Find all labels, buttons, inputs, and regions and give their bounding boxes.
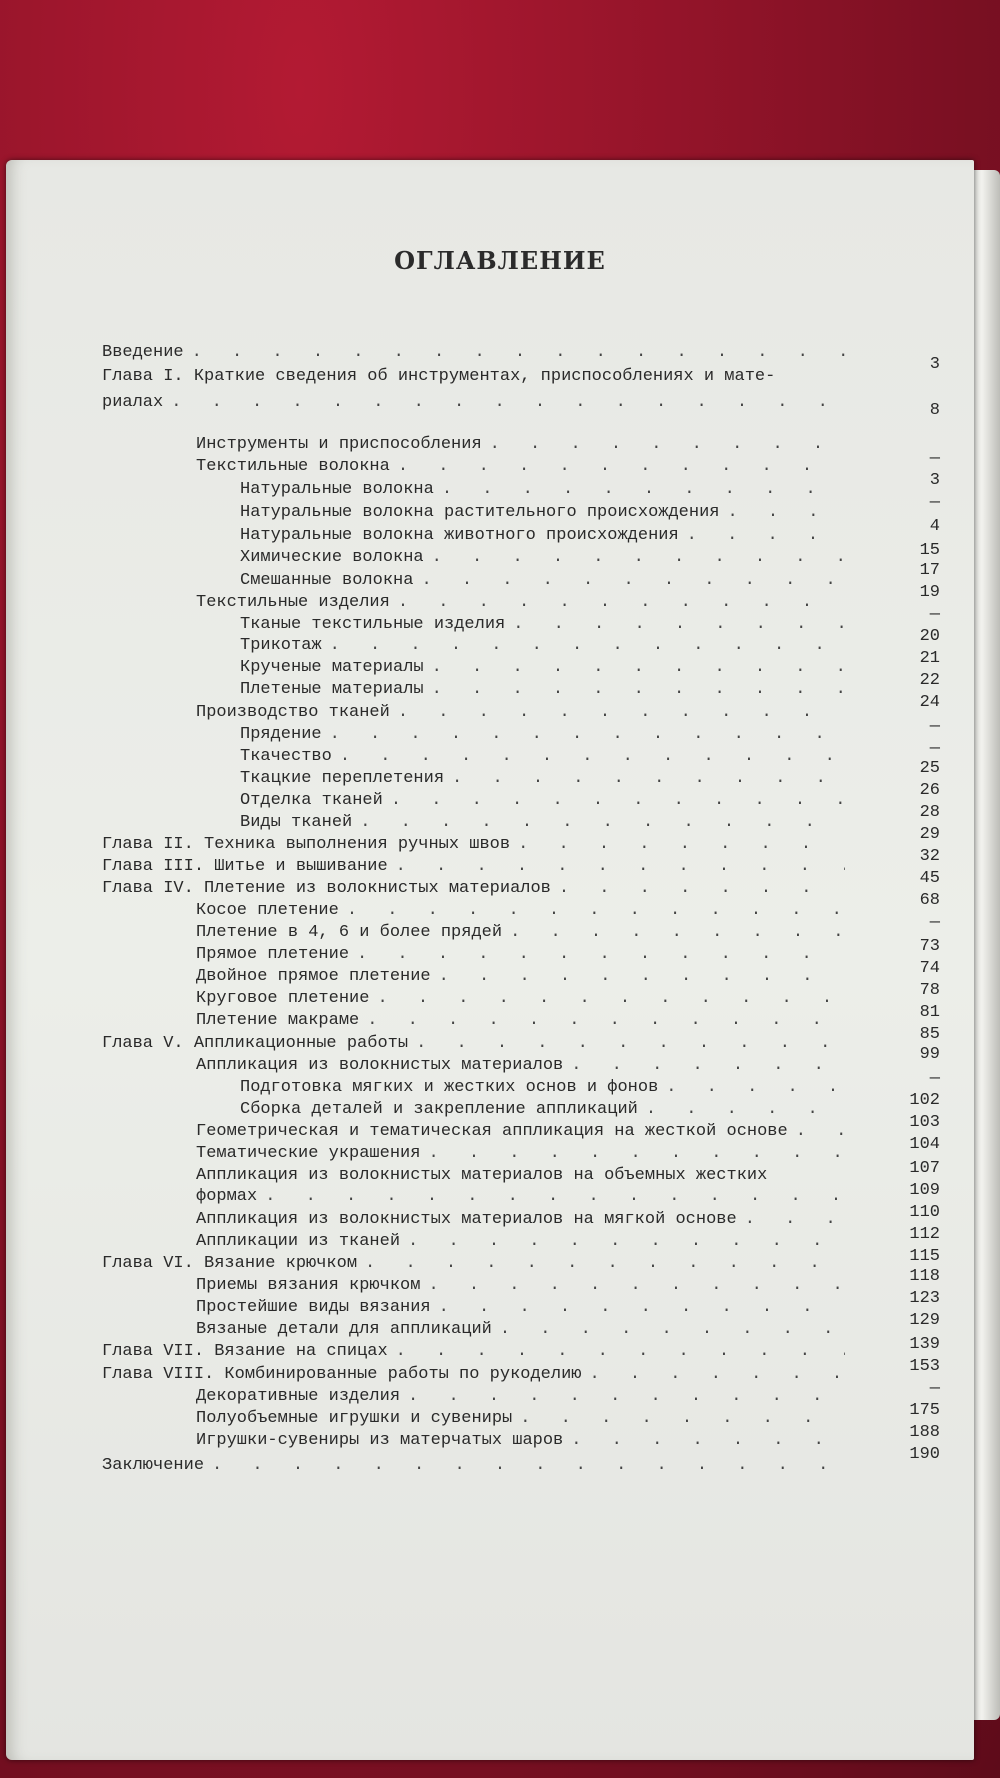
toc-page-number: — bbox=[929, 739, 940, 758]
toc-entry bbox=[196, 1319, 845, 1341]
toc-page-number: 112 bbox=[909, 1225, 940, 1244]
toc-entry-label: Химические волокна bbox=[240, 548, 424, 567]
toc-page-number: 24 bbox=[919, 693, 940, 712]
toc-entry bbox=[196, 944, 845, 966]
toc-entry bbox=[102, 878, 845, 900]
toc-entry-label: Глава V. Аппликационные работы bbox=[102, 1034, 409, 1053]
toc-page-number: 45 bbox=[919, 869, 940, 888]
dot-leader bbox=[347, 900, 845, 922]
dot-leader bbox=[428, 1275, 845, 1297]
toc-page-number: 3 bbox=[929, 355, 940, 374]
toc-entry bbox=[240, 679, 845, 701]
toc-page-number: 74 bbox=[919, 959, 940, 978]
toc-page-number: 109 bbox=[909, 1181, 940, 1200]
toc-page-number: 15 bbox=[919, 541, 940, 560]
toc-entry-label: Плетеные материалы bbox=[240, 680, 424, 699]
toc-page-number: 85 bbox=[919, 1025, 940, 1044]
toc-entry-label: Глава VIII. Комбинированные работы по рукоделию bbox=[102, 1365, 582, 1384]
dot-leader bbox=[745, 1209, 845, 1231]
toc-entry-label: Глава VII. Вязание на спицах bbox=[102, 1342, 388, 1361]
dot-leader bbox=[559, 878, 845, 900]
dot-leader bbox=[428, 1143, 845, 1165]
toc-entry-label: Тканые текстильные изделия bbox=[240, 615, 506, 634]
dot-leader bbox=[432, 657, 845, 679]
dot-leader bbox=[396, 1341, 845, 1363]
dot-leader bbox=[490, 434, 845, 456]
dot-leader bbox=[510, 922, 845, 944]
toc-entry bbox=[196, 1055, 845, 1077]
toc-entry bbox=[240, 790, 845, 812]
dot-leader bbox=[171, 392, 845, 414]
toc-entry bbox=[102, 392, 845, 414]
toc-entry-label: Введение bbox=[102, 343, 184, 362]
dot-leader bbox=[330, 635, 845, 657]
dot-leader bbox=[727, 502, 845, 524]
toc-entry-label: Виды тканей bbox=[240, 813, 353, 832]
toc-page-number: 102 bbox=[909, 1091, 940, 1110]
toc-page-number: 21 bbox=[919, 649, 940, 668]
toc-entry bbox=[196, 1430, 845, 1452]
toc-entry bbox=[240, 479, 845, 501]
toc-page-number: 4 bbox=[929, 517, 940, 536]
toc-entry-label: Производство тканей bbox=[196, 703, 390, 722]
toc-entry bbox=[196, 1010, 845, 1032]
toc-entry bbox=[196, 966, 845, 988]
toc-entry bbox=[240, 614, 845, 636]
toc-page-number: — bbox=[929, 449, 940, 468]
toc-page-number: — bbox=[929, 605, 940, 624]
toc-page-number: 25 bbox=[919, 759, 940, 778]
toc-entry-label: Натуральные волокна bbox=[240, 480, 434, 499]
toc-entry bbox=[102, 856, 845, 878]
toc-page-number: 99 bbox=[919, 1045, 940, 1064]
toc-page-number: — bbox=[929, 1379, 940, 1398]
toc-page-number: 20 bbox=[919, 627, 940, 646]
dot-leader bbox=[646, 1099, 845, 1121]
toc-page-number: 78 bbox=[919, 981, 940, 1000]
toc-entry bbox=[102, 1253, 845, 1275]
dot-leader bbox=[398, 456, 845, 478]
toc-entry bbox=[240, 768, 845, 790]
dot-leader bbox=[687, 525, 845, 547]
toc-page-number: — bbox=[929, 1069, 940, 1088]
dot-leader bbox=[421, 570, 845, 592]
toc-page-number: 107 bbox=[909, 1159, 940, 1178]
toc-entry-label: Инструменты и приспособления bbox=[196, 435, 482, 454]
dot-leader bbox=[367, 1010, 845, 1032]
toc-entry bbox=[196, 1209, 845, 1231]
page-title: ОГЛАВЛЕНИЕ bbox=[394, 246, 606, 275]
toc-entry bbox=[102, 1455, 845, 1477]
toc-entry-label: формах bbox=[196, 1187, 258, 1206]
dot-leader bbox=[360, 812, 845, 834]
toc-page-number: 103 bbox=[909, 1113, 940, 1132]
dot-leader bbox=[500, 1319, 845, 1341]
toc-entry bbox=[196, 1186, 845, 1208]
toc-entry-label: Приемы вязания крючком bbox=[196, 1276, 421, 1295]
toc-page-number: 104 bbox=[909, 1135, 940, 1154]
toc-entry-label: Игрушки-сувениры из матерчатых шаров bbox=[196, 1431, 564, 1450]
dot-leader bbox=[452, 768, 845, 790]
toc-entry bbox=[196, 988, 845, 1010]
toc-entry-label: Смешанные волокна bbox=[240, 571, 414, 590]
toc-page-number: 123 bbox=[909, 1289, 940, 1308]
toc-entry-label: Глава VI. Вязание крючком bbox=[102, 1254, 358, 1273]
toc-entry bbox=[240, 1099, 845, 1121]
toc-page-number: 26 bbox=[919, 781, 940, 800]
toc-entry bbox=[240, 547, 845, 569]
toc-entry bbox=[196, 1121, 845, 1143]
toc-entry bbox=[102, 1341, 845, 1363]
dot-leader bbox=[391, 790, 845, 812]
toc-entry bbox=[196, 1165, 870, 1187]
toc-entry bbox=[196, 1408, 845, 1430]
dot-leader bbox=[192, 342, 845, 364]
dot-leader bbox=[513, 614, 845, 636]
toc-entry bbox=[240, 657, 845, 679]
toc-page-number: 28 bbox=[919, 803, 940, 822]
toc-entry-label: Аппликация из волокнистых материалов на мягкой основе bbox=[196, 1210, 737, 1229]
dot-leader bbox=[442, 479, 845, 501]
toc-entry-label: Ткачество bbox=[240, 747, 332, 766]
toc-entry-label: Трикотаж bbox=[240, 636, 322, 655]
toc-page-number: 110 bbox=[909, 1203, 940, 1222]
toc-page-number: 17 bbox=[919, 561, 940, 580]
toc-entry bbox=[240, 724, 845, 746]
dot-leader bbox=[377, 988, 845, 1010]
toc-entry-label: Текстильные волокна bbox=[196, 457, 390, 476]
dot-leader bbox=[408, 1231, 845, 1253]
toc-entry-label: Аппликации из тканей bbox=[196, 1232, 401, 1251]
toc-entry-label: Глава II. Техника выполнения ручных швов bbox=[102, 835, 511, 854]
toc-entry bbox=[196, 592, 845, 614]
toc-entry-label: Крученые материалы bbox=[240, 658, 424, 677]
toc-entry bbox=[240, 570, 845, 592]
toc-entry bbox=[196, 1143, 845, 1165]
dot-leader bbox=[666, 1077, 845, 1099]
toc-entry bbox=[240, 812, 845, 834]
dot-leader bbox=[520, 1408, 845, 1430]
toc-entry bbox=[196, 1231, 845, 1253]
toc-entry-label: Подготовка мягких и жестких основ и фонов bbox=[240, 1078, 659, 1097]
dot-leader bbox=[439, 966, 845, 988]
toc-page-number: 73 bbox=[919, 937, 940, 956]
toc-page-number: 118 bbox=[909, 1267, 940, 1286]
toc-page-number: — bbox=[929, 493, 940, 512]
toc-entry-label: риалах bbox=[102, 393, 164, 412]
toc-entry-label: Натуральные волокна растительного происхождения bbox=[240, 503, 720, 522]
toc-entry-label: Декоративные изделия bbox=[196, 1387, 401, 1406]
toc-entry-label: Глава III. Шитье и вышивание bbox=[102, 857, 388, 876]
dot-leader bbox=[408, 1386, 845, 1408]
dot-leader bbox=[330, 724, 845, 746]
toc-entry-label: Тематические украшения bbox=[196, 1144, 421, 1163]
toc-entry-label: Глава I. Краткие сведения об инструментах, приспособлениях и мате- bbox=[102, 367, 776, 386]
toc-entry-label: Глава IV. Плетение из волокнистых материалов bbox=[102, 879, 551, 898]
toc-page-number: 19 bbox=[919, 583, 940, 602]
toc-entry-label: Круговое плетение bbox=[196, 989, 370, 1008]
dot-leader bbox=[396, 856, 845, 878]
dot-leader bbox=[340, 746, 845, 768]
dot-leader bbox=[432, 547, 845, 569]
toc-page-number: — bbox=[929, 717, 940, 736]
toc-entry-label: Аппликация из волокнистых материалов bbox=[196, 1056, 564, 1075]
toc-entry bbox=[240, 1077, 845, 1099]
toc-entry bbox=[196, 1297, 845, 1319]
toc-entry bbox=[240, 635, 845, 657]
toc-page-number: 8 bbox=[929, 401, 940, 420]
toc-entry-label: Плетение макраме bbox=[196, 1011, 360, 1030]
toc-entry bbox=[196, 434, 845, 456]
dot-leader bbox=[571, 1430, 845, 1452]
toc-page-number: 32 bbox=[919, 847, 940, 866]
dot-leader bbox=[439, 1297, 845, 1319]
dot-leader bbox=[265, 1186, 845, 1208]
toc-entry-label: Ткацкие переплетения bbox=[240, 769, 445, 788]
dot-leader bbox=[416, 1033, 845, 1055]
toc-entry-label: Заключение bbox=[102, 1456, 205, 1475]
toc-page-number: 68 bbox=[919, 891, 940, 910]
toc-page-number: 22 bbox=[919, 671, 940, 690]
toc-entry-label: Прядение bbox=[240, 725, 322, 744]
toc-entry bbox=[196, 1275, 845, 1297]
toc-entry bbox=[196, 456, 845, 478]
toc-page-number: 153 bbox=[909, 1357, 940, 1376]
toc-page-number: 175 bbox=[909, 1401, 940, 1420]
toc-entry-label: Простейшие виды вязания bbox=[196, 1298, 431, 1317]
toc-entry-label: Натуральные волокна животного происхождения bbox=[240, 526, 679, 545]
toc-page-number: 29 bbox=[919, 825, 940, 844]
toc-entry-label: Отделка тканей bbox=[240, 791, 383, 810]
dot-leader bbox=[432, 679, 845, 701]
toc-page-number: 115 bbox=[909, 1247, 940, 1266]
dot-leader bbox=[518, 834, 845, 856]
toc-entry bbox=[196, 922, 845, 944]
toc-entry bbox=[102, 1364, 845, 1386]
toc-entry bbox=[102, 1033, 845, 1055]
toc-entry bbox=[240, 525, 845, 547]
toc-entry bbox=[240, 746, 845, 768]
toc-entry bbox=[196, 900, 845, 922]
toc-entry-label: Плетение в 4, 6 и более прядей bbox=[196, 923, 503, 942]
dot-leader bbox=[398, 592, 845, 614]
dot-leader bbox=[589, 1364, 845, 1386]
toc-page-number: 81 bbox=[919, 1003, 940, 1022]
toc-page-number: 139 bbox=[909, 1335, 940, 1354]
dot-leader bbox=[398, 702, 845, 724]
toc-page-number: 188 bbox=[909, 1423, 940, 1442]
dot-leader bbox=[571, 1055, 845, 1077]
toc-entry-label: Вязаные детали для аппликаций bbox=[196, 1320, 492, 1339]
toc-entry bbox=[102, 366, 870, 388]
dot-leader bbox=[357, 944, 845, 966]
toc-entry-label: Сборка деталей и закрепление аппликаций bbox=[240, 1100, 638, 1119]
toc-page-number: 190 bbox=[909, 1445, 940, 1464]
dot-leader bbox=[796, 1121, 845, 1143]
toc-entry bbox=[102, 834, 845, 856]
toc-page-number: 129 bbox=[909, 1311, 940, 1330]
toc-entry bbox=[102, 342, 845, 364]
toc-entry bbox=[196, 702, 845, 724]
toc-entry-label: Прямое плетение bbox=[196, 945, 350, 964]
toc-entry-label: Косое плетение bbox=[196, 901, 339, 920]
toc-entry-label: Полуобъемные игрушки и сувениры bbox=[196, 1409, 513, 1428]
toc-entry-label: Двойное прямое плетение bbox=[196, 967, 431, 986]
toc-page-number: 3 bbox=[929, 471, 940, 490]
dot-leader bbox=[212, 1455, 845, 1477]
toc-entry-label: Аппликация из волокнистых материалов на объемных жестких bbox=[196, 1166, 768, 1185]
toc-entry-label: Текстильные изделия bbox=[196, 593, 390, 612]
dot-leader bbox=[365, 1253, 845, 1275]
toc-entry-label: Геометрическая и тематическая аппликация на жесткой основе bbox=[196, 1122, 788, 1141]
toc-entry bbox=[196, 1386, 845, 1408]
toc-entry bbox=[240, 502, 845, 524]
toc-page-number: — bbox=[929, 913, 940, 932]
